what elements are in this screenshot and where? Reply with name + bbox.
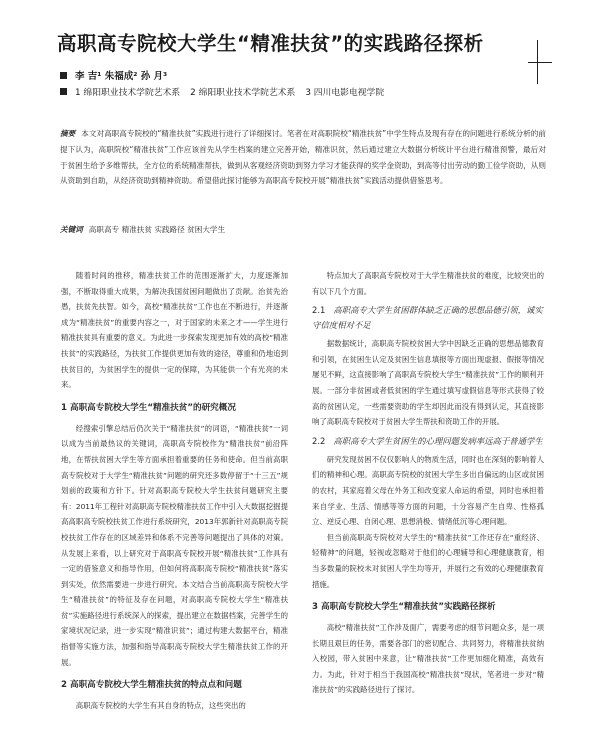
abstract-text: 本文对高职高专院校的“精准扶贫”实践进行进行了详细探讨。笔者在对高职院校“精准扶贫”中学生特点及现有存在的问题进行系统分析的前提下认为，高职院校“精准扶贫”工作应该首先从学生档案的建立完善开始，精准识贫，然后通过建立大数据分析统计平台进行精准预警，最后对于贫困生给予多维帮扶，全方位的系统精准帮扶，做到从客观经济资助到努力学习才能获得的奖学金资助，到高等付出劳动的勤工俭学资助，从则从资助到自助，从经济资助到精神资助。希望借此探讨能够为高职高专院校开展“精准扶贫”实践活动提供借鉴思考。	[60, 129, 547, 186]
authors: 李 吉¹ 朱福成² 孙 月³	[75, 71, 168, 82]
subsection-2-1-title: 高职高专大学生贫困群体缺乏正确的思想品德引领，诚实守信度相对不足	[312, 305, 543, 331]
subsection-2-2-title: 高职高专大学生贫困生的心理问题发病率远高于普通学生	[333, 435, 543, 446]
affiliations-line	[60, 85, 384, 98]
bullet-square-icon	[60, 72, 67, 79]
subsection-2-1-heading	[312, 303, 544, 333]
section-3-heading: 3 高职高专院校大学生“精准扶贫”实践路径探析	[312, 602, 496, 613]
abstract-label: 摘要	[60, 129, 76, 138]
keywords	[60, 224, 546, 235]
affiliation-2: 2 绵阳职业技术学院艺术系	[190, 88, 296, 98]
section-1-paragraph: 经搜索引擎总结后仍次关于“精准扶贫”的词语，“精准扶贫”一词以成为当前最热议的关键词，高职高专院校作为“精准扶贫”前沿阵地，在帮扶贫困大学生等方面承担着重要的任务和使命。但当前高职高专院校对于大学生“精准扶贫”问题的研究还多数停留于“十三五”规划前的政策和方针下。针对高职高专院校大学生扶贫问题研究主要有：2011年工程针对高职高专院校精准扶贫工作中引入大数据挖掘提高高职高专院校扶贫工作进行系统研究，2013年郭新针对高职高专院校扶贫工作存在的区域差异和体系不完善等问题提出了具体的对策。从发展上来看，以上研究对于高职高专院校开展“精准扶贫”工作具有一定的借鉴意义和指导作用，但如何将高职高专院校“精准扶贫”落实到实处，依然需要进一步进行研究。本文结合当前高职高专院校大学生“精准扶贫”的特征及存在问题，对高职高专院校大学生“精准扶贫”实施路径进行系统深入的探索，提出建立在数据档案，完善学生的家境状况记录，进一步实现“精准识贫”；通过构建大数据平台，精准指督等实施方法，加强和指导高职高专院校大学生精准扶贫工作的开展。	[61, 423, 288, 667]
paper-title: 高职高专院校大学生“精准扶贫”的实践路径探析	[57, 32, 484, 55]
intro-paragraph: 随着时间的推移，精准扶贫工作的范围逐渐扩大，力度逐渐加强，不断取得重大成果，为解决我国贫困问题做出了贡献。治贫先治愚，扶贫先扶智。如今，高校“精准扶贫”工作也在不断进行，并逐渐成为“精准扶贫”的重要内容之一，对于国家的未来之才——学生进行精准扶贫具有重要的意义。为此进一步探索发现更加有效的高校“精准扶贫”的实践路径，为扶贫工作提供更加有效的途径，尊重和仍地追到扶贫目的，为贫困学生的提供一定的保障，为其能供一个有光亮的未来。	[61, 271, 288, 390]
keywords-label: 关键词	[60, 225, 83, 234]
subsection-2-2-paragraph-2: 但当前高职高专院校对大学生的“精准扶贫”工作还存在“重经济、轻精神”的问题，轻视或忽略对于他们的心理辅导和心理健康教育，相当多数量的院校未对贫困人学生均等开，并展行之有效的心理健康教育措施。	[312, 532, 544, 589]
subsection-2-2-paragraph-1: 研究发现贫困不仅仅影响人的物质生活，同时也在深刻的影响着人们的精神和心理。高职高专院校的贫困大学生多出自偏远的山区或贫困的农村，其家庭着父母在外务工和改变家人命运的希望，同时也承担着来自学业、生活、情感等等方面的问题，十分容易产生自卑、性格孤立、逆反心理、自闭心理、思想消极、情绪低沉等心理问题。	[312, 454, 544, 527]
section-1-heading: 1 高职高专院校大学生“精准扶贫”的研究概况	[61, 402, 236, 413]
left-column	[61, 268, 288, 714]
right-column	[312, 268, 544, 698]
section-2-heading: 2 高职高专院校大学生精准扶贫的特点点和问题	[61, 680, 242, 691]
title-rule-horizontal	[528, 62, 552, 63]
keywords-text: 高职高专 精准扶贫 实践路径 贫困大学生	[88, 225, 226, 234]
section-2-paragraph: 高职高专院校的大学生有其自身的特点，这些突出的	[75, 701, 246, 711]
subsection-2-1-number: 2.1	[312, 305, 326, 316]
bullet-square-icon	[60, 88, 67, 95]
authors-line	[60, 68, 167, 82]
affiliation-3: 3 四川电影电视学院	[305, 88, 385, 98]
section-3-paragraph: 高校“精准扶贫”工作涉及面广，需要考虑的细节问题众多，是一项长期且艰巨的任务，需要各部门的密切配合、共同努力，将精准扶贫纳入校园，带入贫困中来意，让“精准扶贫”工作更加细化精准，高效有力。为此，针对于相当于我国高校“精准扶贫”现状，笔者进一步对“精准扶贫”的实践路径进行了探讨。	[312, 623, 544, 695]
continued-paragraph: 特点加大了高职高专院校对于大学生精准扶贫的难度，比较突出的有以下几个方面。	[312, 271, 544, 296]
subsection-2-2-number: 2.2	[312, 435, 326, 446]
subsection-2-2-heading	[312, 434, 544, 449]
affiliation-1: 1 绵阳职业技术学院艺术系	[75, 88, 181, 98]
subsection-2-1-paragraph: 据数据统计，高职高专院校贫困大学中因缺乏正确的思想品德教育和引领，在贫困生认定及贫困生信息填报等方面出现虚报、假报等情况屡见不鲜，这直接影响了高职高专院校大学生“精准扶贫”工作的顺利开展。一部分非贫困或者低贫困的学生通过填写虚假信息等形式获得了较高的贫困认定，一些需要资助的学生却因此而没有得到认定，其直接影响了高职高专院校对于贫困大学生帮扶和资助工作的开展。	[312, 339, 544, 427]
abstract	[60, 126, 546, 189]
